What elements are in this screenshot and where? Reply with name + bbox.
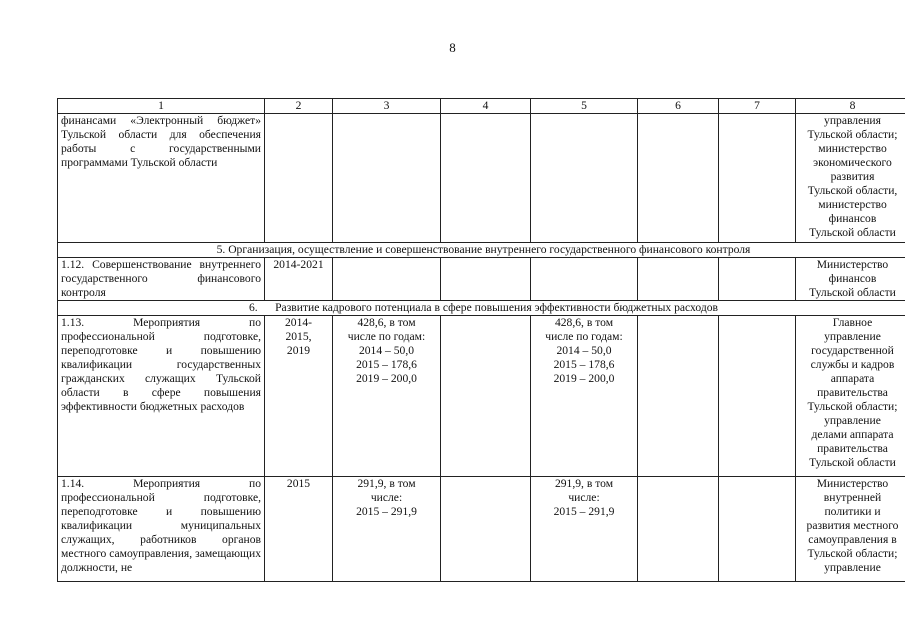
page-number: 8 (449, 40, 456, 55)
executor-cell (796, 477, 905, 582)
column-header: 2 (265, 99, 333, 114)
executor-line: Министерство (816, 477, 889, 490)
measure-description: 1.14. Мероприятия по профессиональной подготовке, переподготовке и повышению квалификации муниципальных служащих, работников органов местного самоуправления, замещающих должности, не (58, 477, 265, 582)
executor-line: Тульской области, (807, 184, 898, 197)
municipal-cell (638, 258, 719, 301)
regional-cell (531, 258, 638, 301)
period-cell: 2015 (265, 477, 333, 582)
program-table (57, 98, 905, 582)
executor-line: Тульской области; (807, 128, 898, 141)
executor-line: развития (830, 170, 875, 183)
section-row (58, 301, 905, 316)
table-row (58, 114, 905, 243)
other-cell (719, 114, 796, 243)
amount-line: числе по годам: (347, 330, 426, 343)
column-header: 8 (796, 99, 905, 114)
executor-line: государственной (811, 344, 894, 357)
amount-line: 2015 – 178,6 (553, 358, 615, 371)
executor-line: Главное (832, 316, 873, 329)
executor-line: самоуправления в (808, 533, 897, 546)
amount-line: числе: (568, 491, 600, 504)
executor-line: министерство (818, 198, 887, 211)
section-row (58, 243, 905, 258)
executor-line: управления (824, 114, 881, 127)
executor-cell (796, 114, 905, 243)
executor-line: финансов (828, 272, 877, 285)
column-header: 7 (719, 99, 796, 114)
column-header: 4 (441, 99, 531, 114)
table-row (58, 316, 905, 477)
section-number: 6. (249, 301, 258, 314)
regional-cell (531, 477, 638, 582)
column-header-row (58, 99, 905, 114)
executor-line: делами аппарата (811, 428, 894, 441)
amount-line: 2014 – 50,0 (556, 344, 612, 357)
period-cell (265, 316, 333, 477)
table-row (58, 477, 905, 582)
other-cell (719, 477, 796, 582)
federal-cell (441, 114, 531, 243)
executor-line: управление (824, 330, 881, 343)
executor-line: Министерство (816, 258, 889, 271)
other-cell (719, 316, 796, 477)
executor-line: развития местного (806, 519, 899, 532)
amount-line: 2019 – 200,0 (553, 372, 615, 385)
total-cell (333, 316, 441, 477)
column-header: 5 (531, 99, 638, 114)
other-cell (719, 258, 796, 301)
period-line: 2015, (285, 330, 312, 343)
period-line: 2014- (284, 316, 313, 329)
executor-line: политики и (824, 505, 881, 518)
executor-line: Тульской области; (807, 400, 898, 413)
amount-line: 291,9, в том (554, 477, 614, 490)
period-cell (265, 114, 333, 243)
amount-line: 2015 – 291,9 (553, 505, 615, 518)
table-row (58, 258, 905, 301)
executor-line: аппарата (830, 372, 875, 385)
period-cell: 2014-2021 (265, 258, 333, 301)
regional-cell (531, 114, 638, 243)
amount-line: 2019 – 200,0 (356, 372, 417, 385)
executor-line: правительства (817, 442, 888, 455)
executor-line: министерство (818, 142, 887, 155)
municipal-cell (638, 114, 719, 243)
column-header: 1 (58, 99, 265, 114)
executor-line: правительства (817, 386, 888, 399)
column-header: 6 (638, 99, 719, 114)
section-heading-6 (58, 301, 905, 316)
federal-cell (441, 477, 531, 582)
executor-line: финансов (828, 212, 877, 225)
executor-line: Тульской области; (807, 547, 898, 560)
column-header: 3 (333, 99, 441, 114)
period-line: 2019 (286, 344, 311, 357)
measure-description: 1.13. Мероприятия по профессиональной подготовке, переподготовке и повышению квалификации государственных гражданских служащих Тульской области в сфере повышения эффективности бюджетных расходов (58, 316, 265, 477)
executor-line: управление (824, 561, 881, 574)
executor-line: службы и кадров (810, 358, 895, 371)
amount-line: 2015 – 178,6 (356, 358, 417, 371)
executor-cell (796, 258, 905, 301)
amount-line: 428,6, в том (357, 316, 416, 329)
amount-line: 428,6, в том (554, 316, 614, 329)
municipal-cell (638, 316, 719, 477)
executor-line: управление (824, 414, 881, 427)
measure-description: финансами «Электронный бюджет» Тульской области для обеспечения работы с государственными программами Тульской области (58, 114, 265, 243)
executor-line: Тульской области (809, 286, 896, 299)
total-cell (333, 258, 441, 301)
municipal-cell (638, 477, 719, 582)
measure-description: 1.12. Совершенствование внутреннего государственного финансового контроля (58, 258, 265, 301)
amount-line: числе: (370, 491, 403, 504)
section-title: Развитие кадрового потенциала в сфере повышения эффективности бюджетных расходов (275, 301, 718, 314)
regional-cell (531, 316, 638, 477)
total-cell (333, 477, 441, 582)
amount-line: 2015 – 291,9 (356, 505, 417, 518)
executor-line: внутренней (823, 491, 882, 504)
executor-cell (796, 316, 905, 477)
executor-line: Тульской области (809, 456, 896, 469)
section-heading-5: 5. Организация, осуществление и совершенствование внутреннего государственного финансового контроля (58, 243, 905, 258)
amount-line: числе по годам: (545, 330, 623, 343)
executor-line: экономического (813, 156, 892, 169)
amount-line: 2014 – 50,0 (358, 344, 415, 357)
total-cell (333, 114, 441, 243)
amount-line: 291,9, в том (357, 477, 416, 490)
executor-line: Тульской области (809, 226, 896, 239)
federal-cell (441, 258, 531, 301)
federal-cell (441, 316, 531, 477)
